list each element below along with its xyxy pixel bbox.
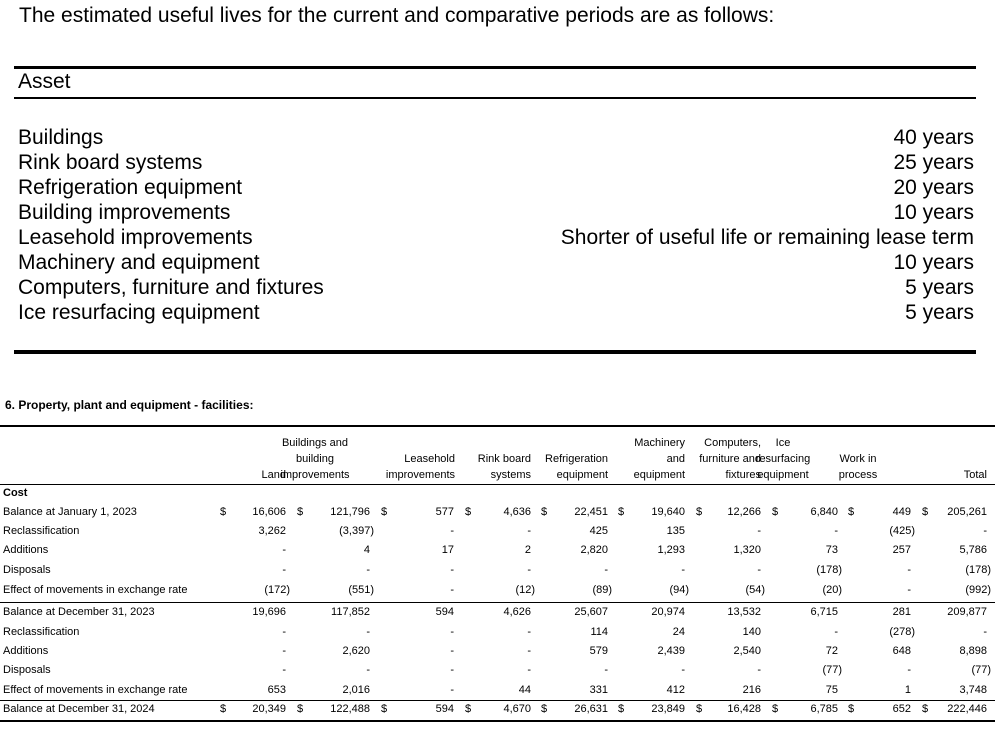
column-header-line: process: [838, 469, 878, 481]
table-row: [0, 541, 995, 560]
currency-symbol: $: [541, 703, 548, 715]
value-cell: -: [450, 564, 454, 576]
value-cell: 1,293: [657, 544, 685, 556]
useful-life: 20 years: [893, 176, 974, 199]
value-cell: -: [983, 525, 987, 537]
useful-life: 10 years: [893, 251, 974, 274]
section-row: [0, 484, 995, 503]
row-label: Balance at December 31, 2024: [3, 703, 155, 715]
useful-life: 25 years: [893, 151, 974, 174]
value-cell: -: [282, 626, 286, 638]
lives-row: [18, 126, 974, 151]
column-header-line: systems: [490, 469, 531, 481]
value-cell: (278): [889, 626, 915, 638]
value-cell: 6,715: [810, 606, 838, 618]
value-cell: 12,266: [727, 506, 761, 518]
value-cell: 3,748: [959, 684, 987, 696]
value-cell: -: [907, 564, 911, 576]
intro-text: The estimated useful lives for the current and comparative periods are as follows:: [19, 4, 775, 27]
row-label: Balance at December 31, 2023: [3, 606, 155, 618]
column-header-line: Ice: [775, 437, 791, 449]
asset-name: Ice resurfacing equipment: [18, 301, 260, 324]
column-header-line: Computers,: [704, 437, 761, 449]
value-cell: 114: [590, 626, 608, 638]
value-cell: 412: [666, 684, 685, 696]
currency-symbol: $: [220, 703, 227, 715]
column-header-line: Refrigeration: [545, 453, 608, 465]
value-cell: (77): [822, 664, 842, 676]
column-header-line: improvements: [280, 469, 350, 481]
currency-symbol: $: [848, 703, 855, 715]
column-header-line: building: [296, 453, 334, 465]
value-cell: 24: [672, 626, 685, 638]
value-cell: 425: [589, 525, 608, 537]
value-cell: -: [282, 544, 286, 556]
useful-life: 10 years: [893, 201, 974, 224]
value-cell: (425): [889, 525, 915, 537]
column-header-line: Land: [261, 469, 286, 481]
column-header-line: improvements: [385, 469, 455, 481]
value-cell: 20,974: [651, 606, 685, 618]
value-cell: 4: [363, 544, 370, 556]
currency-symbol: $: [465, 506, 472, 518]
column-header-line: fixtures: [725, 469, 761, 481]
value-cell: 13,532: [727, 606, 761, 618]
value-cell: -: [450, 664, 454, 676]
value-cell: 1,320: [733, 544, 761, 556]
value-cell: 72: [825, 645, 838, 657]
value-cell: 331: [589, 684, 608, 696]
table-row: [0, 642, 995, 661]
row-label: Reclassification: [3, 626, 80, 638]
row-label: Disposals: [3, 664, 51, 676]
value-cell: (172): [264, 584, 290, 596]
value-cell: 135: [666, 525, 685, 537]
subtotal-rule: [0, 602, 995, 603]
lives-table-top-rule: [14, 66, 976, 69]
row-label: Reclassification: [3, 525, 80, 537]
value-cell: -: [907, 664, 911, 676]
value-cell: 16,428: [727, 703, 761, 715]
value-cell: -: [282, 645, 286, 657]
value-cell: (12): [515, 584, 535, 596]
asset-name: Refrigeration equipment: [18, 176, 243, 199]
value-cell: (94): [669, 584, 689, 596]
value-cell: -: [366, 564, 370, 576]
value-cell: 44: [518, 684, 531, 696]
value-cell: 281: [892, 606, 911, 618]
row-label: Balance at January 1, 2023: [3, 506, 137, 518]
value-cell: 16,606: [252, 506, 286, 518]
value-cell: -: [366, 626, 370, 638]
row-label: Additions: [3, 645, 49, 657]
column-header-line: resurfacing: [755, 453, 811, 465]
value-cell: -: [527, 626, 531, 638]
column-header-line: and: [666, 453, 685, 465]
value-cell: (77): [971, 664, 991, 676]
column-header-line: furniture and: [699, 453, 761, 465]
value-cell: (54): [745, 584, 765, 596]
lives-table-header-rule: [14, 97, 976, 99]
lives-table-header: Asset: [18, 70, 71, 93]
asset-name: Buildings: [18, 126, 104, 149]
value-cell: (3,397): [339, 525, 374, 537]
value-cell: 209,877: [947, 606, 987, 618]
value-cell: 26,631: [574, 703, 608, 715]
table-row: [0, 661, 995, 680]
useful-life: 5 years: [905, 301, 974, 324]
value-cell: -: [527, 525, 531, 537]
table-row: [0, 700, 995, 719]
value-cell: 6,840: [810, 506, 838, 518]
value-cell: 648: [892, 645, 911, 657]
lives-row: [18, 251, 974, 276]
currency-symbol: $: [696, 703, 703, 715]
currency-symbol: $: [381, 506, 388, 518]
currency-symbol: $: [772, 506, 779, 518]
currency-symbol: $: [381, 703, 388, 715]
value-cell: 653: [267, 684, 286, 696]
value-cell: -: [366, 664, 370, 676]
column-header-line: Machinery: [634, 437, 685, 449]
value-cell: -: [834, 626, 838, 638]
lives-row: [18, 151, 974, 176]
note-title: 6. Property, plant and equipment - facilities:: [5, 398, 254, 412]
currency-symbol: $: [297, 506, 304, 518]
value-cell: (551): [348, 584, 374, 596]
value-cell: -: [983, 626, 987, 638]
value-cell: 20,349: [252, 703, 286, 715]
value-cell: 19,696: [252, 606, 286, 618]
currency-symbol: $: [848, 506, 855, 518]
total-rule-top: [0, 700, 995, 701]
currency-symbol: $: [297, 703, 304, 715]
table-row: [0, 581, 995, 600]
lives-row: [18, 176, 974, 201]
currency-symbol: $: [922, 703, 929, 715]
value-cell: 216: [742, 684, 761, 696]
value-cell: 2,820: [580, 544, 608, 556]
useful-life: Shorter of useful life or remaining lease term: [560, 226, 974, 249]
currency-symbol: $: [772, 703, 779, 715]
column-header-line: Leasehold: [404, 453, 455, 465]
value-cell: (89): [592, 584, 612, 596]
currency-symbol: $: [618, 703, 625, 715]
column-header-line: equipment: [633, 469, 685, 481]
row-label: Effect of movements in exchange rate: [3, 584, 188, 596]
value-cell: -: [527, 645, 531, 657]
row-label: Effect of movements in exchange rate: [3, 684, 188, 696]
section-label: Cost: [3, 487, 28, 499]
asset-name: Leasehold improvements: [18, 226, 253, 249]
value-cell: -: [450, 684, 454, 696]
column-header-line: Rink board: [477, 453, 531, 465]
value-cell: -: [527, 664, 531, 676]
value-cell: 577: [435, 506, 454, 518]
currency-symbol: $: [541, 506, 548, 518]
value-cell: -: [757, 525, 761, 537]
value-cell: 2,620: [342, 645, 370, 657]
value-cell: -: [450, 645, 454, 657]
total-rule-bottom: [0, 720, 995, 722]
value-cell: 75: [825, 684, 838, 696]
value-cell: 2,016: [342, 684, 370, 696]
value-cell: 6,785: [810, 703, 838, 715]
value-cell: -: [282, 564, 286, 576]
column-header-line: Work in: [839, 453, 877, 465]
value-cell: 22,451: [574, 506, 608, 518]
asset-name: Machinery and equipment: [18, 251, 260, 274]
useful-life: 40 years: [893, 126, 974, 149]
value-cell: 8,898: [959, 645, 987, 657]
row-label: Additions: [3, 544, 49, 556]
value-cell: -: [681, 564, 685, 576]
value-cell: -: [834, 525, 838, 537]
useful-life: 5 years: [905, 276, 974, 299]
asset-name: Rink board systems: [18, 151, 203, 174]
value-cell: 652: [892, 703, 911, 715]
value-cell: -: [907, 584, 911, 596]
value-cell: 594: [435, 703, 454, 715]
value-cell: -: [757, 564, 761, 576]
value-cell: -: [282, 664, 286, 676]
table-row: [0, 603, 995, 622]
value-cell: 23,849: [651, 703, 685, 715]
value-cell: 117,852: [331, 606, 370, 618]
value-cell: -: [604, 564, 608, 576]
value-cell: 5,786: [959, 544, 987, 556]
value-cell: -: [527, 564, 531, 576]
value-cell: (20): [822, 584, 842, 596]
value-cell: 3,262: [258, 525, 286, 537]
value-cell: 17: [441, 544, 454, 556]
table-row: [0, 503, 995, 522]
value-cell: 4,636: [503, 506, 531, 518]
value-cell: 140: [742, 626, 761, 638]
value-cell: (178): [816, 564, 842, 576]
table-row: [0, 623, 995, 642]
currency-symbol: $: [465, 703, 472, 715]
value-cell: 222,446: [947, 703, 987, 715]
asset-name: Building improvements: [18, 201, 231, 224]
value-cell: -: [681, 664, 685, 676]
value-cell: -: [604, 664, 608, 676]
lives-table-bottom-rule: [14, 350, 976, 354]
row-label: Disposals: [3, 564, 51, 576]
asset-name: Computers, furniture and fixtures: [18, 276, 324, 299]
value-cell: 449: [892, 506, 911, 518]
currency-symbol: $: [618, 506, 625, 518]
value-cell: 257: [892, 544, 911, 556]
value-cell: -: [757, 664, 761, 676]
value-cell: 2,540: [733, 645, 761, 657]
value-cell: 4,670: [503, 703, 531, 715]
lives-row: [18, 301, 974, 326]
value-cell: 205,261: [947, 506, 987, 518]
value-cell: 594: [435, 606, 454, 618]
ppe-header-row: [0, 428, 995, 483]
lives-row: [18, 201, 974, 226]
currency-symbol: $: [220, 506, 227, 518]
column-header-line: Total: [963, 469, 987, 481]
lives-row: [18, 276, 974, 301]
value-cell: 25,607: [574, 606, 608, 618]
value-cell: 122,488: [330, 703, 370, 715]
value-cell: 73: [825, 544, 838, 556]
value-cell: -: [450, 584, 454, 596]
value-cell: 579: [589, 645, 608, 657]
lives-row: [18, 226, 974, 251]
value-cell: (992): [965, 584, 991, 596]
column-header-line: Buildings and: [281, 437, 349, 449]
ppe-table-top-rule: [0, 425, 995, 427]
currency-symbol: $: [696, 506, 703, 518]
table-row: [0, 681, 995, 700]
currency-symbol: $: [922, 506, 929, 518]
value-cell: 2: [524, 544, 531, 556]
value-cell: 19,640: [651, 506, 685, 518]
value-cell: 4,626: [503, 606, 531, 618]
value-cell: 1: [904, 684, 911, 696]
column-header-line: equipment: [556, 469, 608, 481]
value-cell: 121,796: [330, 506, 370, 518]
table-row: [0, 561, 995, 580]
table-row: [0, 522, 995, 541]
value-cell: -: [450, 525, 454, 537]
column-header: [877, 428, 987, 483]
column-header-line: equipment: [757, 469, 809, 481]
value-cell: (178): [965, 564, 991, 576]
value-cell: 2,439: [657, 645, 685, 657]
value-cell: -: [450, 626, 454, 638]
